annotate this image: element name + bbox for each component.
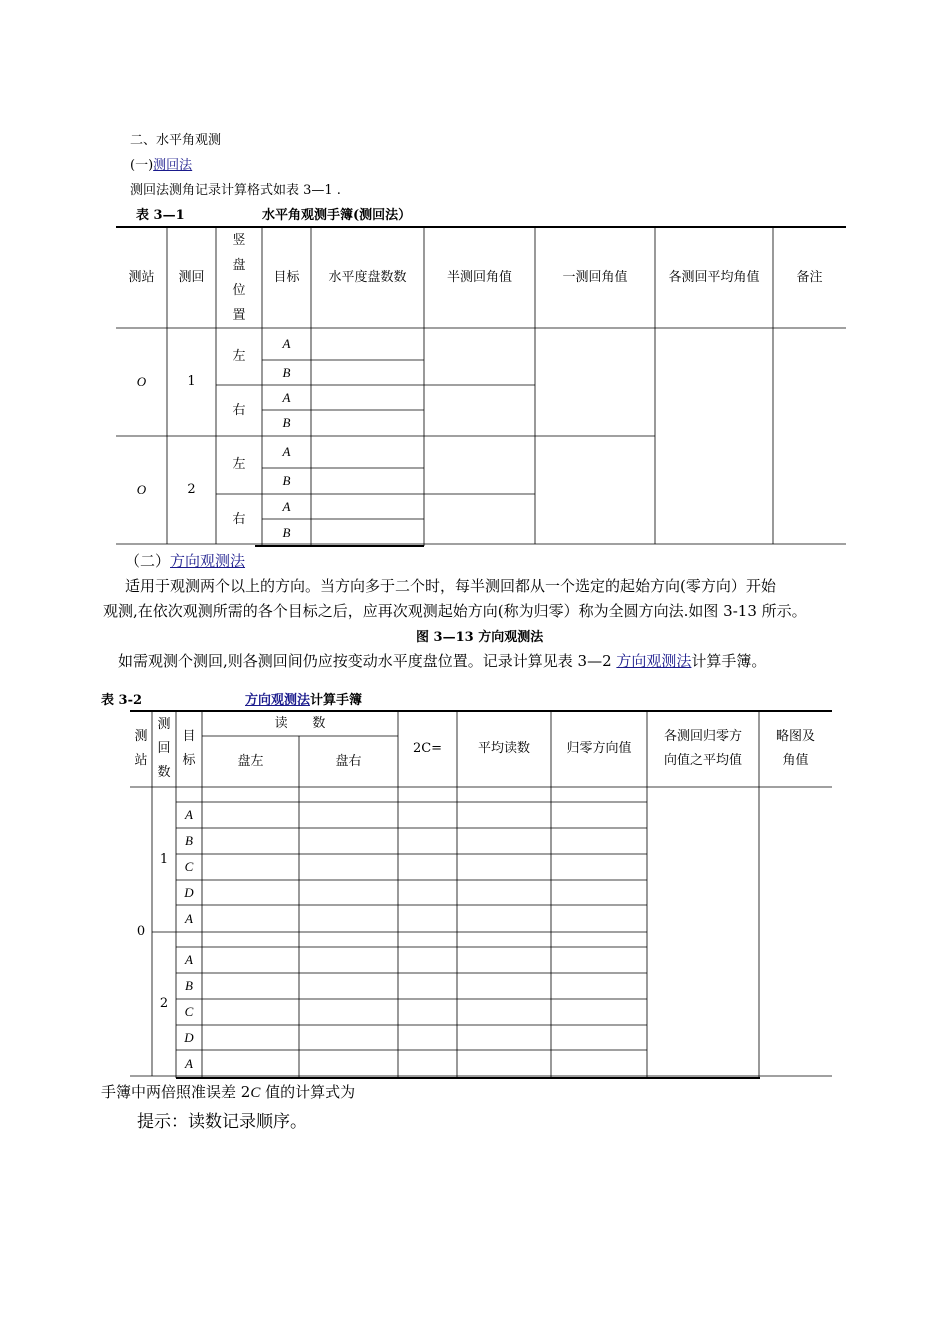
t1-vertical-char: 盘 [232,257,246,273]
t2-roundavg-line: 向值之平均值 [663,753,742,768]
t1-target: B [282,364,291,380]
t2-header-right: 盘右 [335,753,362,769]
t1-header-target: 目标 [273,269,300,285]
t2-target: A [185,807,193,823]
table2-title-tail: 计算手簿 [310,693,363,708]
t2-header-station [130,711,152,787]
t1-header-half: 半测回角值 [446,269,512,285]
t1-header-reading: 水平度盘数数 [328,269,407,285]
t1-target: A [282,444,291,460]
t2-round: 2 [159,996,169,1012]
t1-round: 2 [187,482,196,498]
paragraph-4-variable: C [250,1085,261,1101]
t1-target: A [282,389,291,405]
t2-header-sketch [759,711,832,787]
paragraph-3-tail: 计算手簿。 [691,652,767,670]
t2-sketch-line: 角值 [782,753,809,768]
t2-target: B [185,978,193,994]
t2-rounds-char: 数 [157,765,171,780]
t1-round: 1 [187,374,196,390]
t1-station: O [136,482,147,498]
t2-header-rounds [152,711,176,787]
t2-target-char: 标 [182,753,196,768]
t2-rounds-char: 测 [157,717,171,732]
table1-label: 表 3—1 [136,208,185,223]
table2-title-link[interactable]: 方向观测法 [245,693,311,708]
subsection-1-prefix: (一) [130,158,154,173]
t2-target: B [185,833,193,849]
t1-target: A [282,498,291,514]
t2-header-roundavg [647,711,759,787]
t2-target: A [185,952,193,968]
paragraph-4-text: 手簿中两倍照准误差 2 [101,1083,251,1101]
t1-station: O [136,374,147,390]
paragraph-4 [101,1081,355,1102]
t1-face: 左 [232,457,246,473]
paragraph-line-1: 适用于观测两个以上的方向。当方向多于二个时，每半测回都从一个选定的起始方向(零方向）开始 [125,577,776,595]
t1-vertical-char: 竖 [232,232,246,248]
t2-station-char: 测 [134,729,148,744]
t1-target: A [282,336,291,352]
paragraph-3-text: 如需观测个测回,则各测回间仍应按变动水平度盘位置。记录计算见表 3—2 [118,652,617,670]
paragraph-4-tail: 值的计算式为 [260,1083,356,1101]
t2-header-2c: 2C= [412,741,443,757]
t2-header-reading: 读 数 [274,715,326,731]
t2-target: D [184,1029,194,1045]
t1-face: 左 [232,348,246,364]
t2-target: C [184,1004,194,1020]
t2-header-zero: 归零方向值 [566,741,632,757]
t2-rounds-char: 回 [157,741,171,756]
hint-text: 提示：读数记录顺序。 [137,1112,307,1132]
t2-target: C [184,859,194,875]
t1-header-avg: 各测回平均角值 [668,269,760,285]
t1-face: 右 [232,512,246,528]
t2-roundavg-line: 各测回归零方 [663,729,742,744]
t1-header-one: 一测回角值 [562,269,628,285]
t2-target: D [184,884,194,900]
t2-round: 1 [159,851,169,867]
t2-station: 0 [136,923,146,939]
t2-header-avg: 平均读数 [477,741,530,757]
subsection-2-prefix: （二） [125,552,171,570]
t1-header-station: 测站 [128,269,155,285]
intro-text: 测回法测角记录计算格式如表 3—1 . [130,183,341,198]
method-link-2[interactable]: 方向观测法 [170,552,246,570]
paragraph-line-2: 观测,在依次观测所需的各个目标之后，应再次观测起始方向(称为归零）称为全圆方向法.如图 3-13 所示。 [103,602,807,620]
t1-vertical-char: 位 [232,282,246,298]
t2-header-target [176,711,202,787]
method-link-1[interactable]: 测回法 [153,158,193,173]
t2-target: A [185,910,193,926]
t1-target: B [282,524,291,540]
t2-sketch-line: 略图及 [775,729,815,744]
t2-target-char: 目 [182,729,196,744]
t1-vertical-char: 置 [232,307,246,323]
t1-header-note: 备注 [796,269,823,285]
method-link-3[interactable]: 方向观测法 [616,652,692,670]
figure-caption: 图 3—13 方向观测法 [416,630,544,645]
t2-header-left: 盘左 [237,753,264,769]
t2-target: A [185,1055,193,1071]
t1-face: 右 [232,402,246,418]
t1-target: B [282,415,291,431]
t2-station-char: 站 [134,753,148,768]
t1-header-round: 测回 [178,269,205,285]
table2-label: 表 3-2 [101,693,143,708]
t1-target: B [282,473,291,489]
table1-title: 水平角观测手簿(测回法） [262,208,412,223]
section-heading: 二、水平角观测 [130,133,222,148]
